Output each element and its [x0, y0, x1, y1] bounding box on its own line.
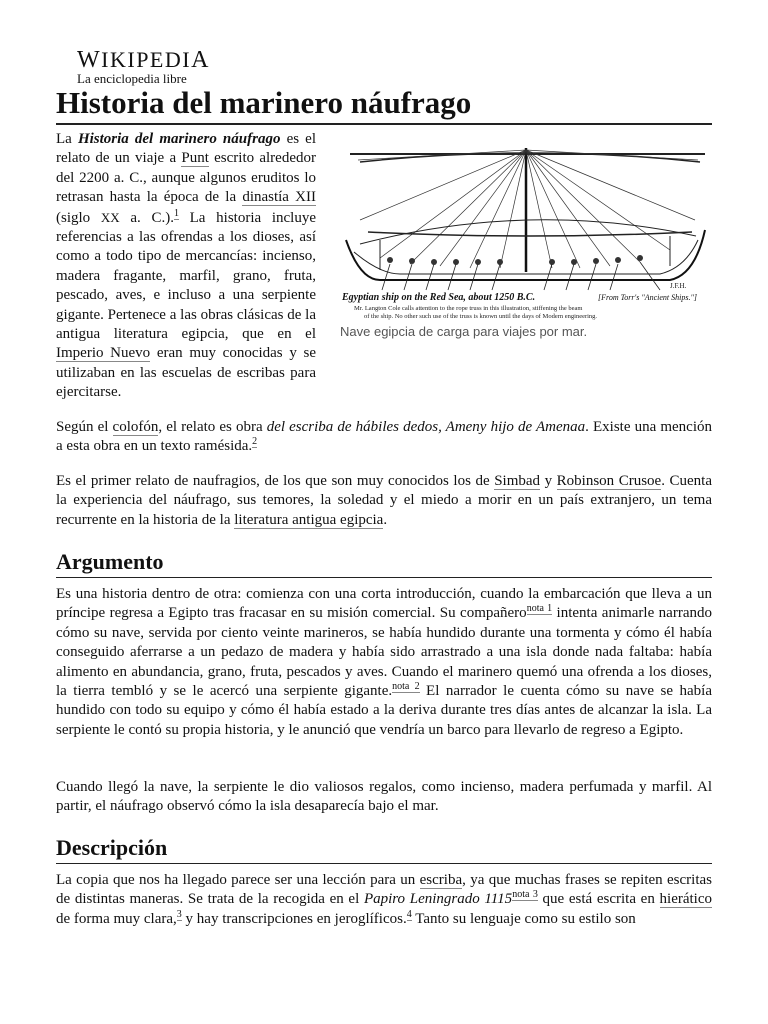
- paragraph-descripcion-1: La copia que nos ha llegado parece ser una lección para un escriba, ya que muchas frases se repiten escritas de distintas maneras. Se trata de la recogida en el Papiro Leningrado $1115^{nota 3}$ que está escrita en hierático de forma muy clara,$^3$ y hay transcripciones en jeroglíficos.$^4$ Tanto su lenguaje como su estilo son: [56, 872, 713, 927]
- figure-ship: [340, 140, 712, 339]
- ref-3[interactable]: 3: [176, 908, 182, 920]
- ref-1[interactable]: 1: [173, 207, 179, 219]
- link-simbad[interactable]: Simbad: [494, 473, 541, 489]
- nota-2[interactable]: nota 2: [392, 681, 420, 693]
- link-imperio-nuevo[interactable]: Imperio Nuevo: [56, 345, 151, 362]
- egyptian-ship-engraving[interactable]: [340, 140, 712, 320]
- link-robinson-crusoe[interactable]: Robinson Crusoe: [556, 473, 662, 489]
- intro-paragraph: La Historia del marinero náufrago es el relato de un viaje a Punt escrito alrededor del 2200 a. C., aunque algunos eruditos lo retrasan hasta la época de la dinastía XII (siglo XX a. C.).$^1$ La historia incluye referencias a las ofrendas a los dioses, así como a todo tipo de mercancías: incienso, madera fragante, marfil, grano, fruta, pescado, aves, e incluso a una serpiente gigante. Pertenece a las obras clásicas de la antigua literatura egipcia, que en el Imperio Nuevo eran muy conocidas y se utilizaban en las escuelas de escribas para ejercitarse.: [56, 131, 317, 401]
- article-title-italic: Historia del marinero náufrago: [77, 131, 281, 147]
- link-escriba[interactable]: escriba: [419, 872, 463, 888]
- paragraph-naufragios: Es el primer relato de naufragios, de los que son muy conocidos los de Simbad y Robinson Crusoe. Cuenta la experiencia del náufrago, sus temores, la soledad y el miedo a morir en un país extranjero, un tema recurrente en la historia de la literatura antigua egipcia.: [56, 473, 712, 528]
- nota-1[interactable]: nota 1: [526, 603, 553, 615]
- paragraph-colofon: Según el colofón, el relato es obra del escriba de hábiles dedos, Ameny hijo de Amenaa. Existe una mención a esta obra en un texto ramésida.$^2$: [56, 419, 712, 455]
- century-numeral: XX: [100, 209, 120, 225]
- link-punt[interactable]: Punt: [181, 150, 209, 167]
- paragraph-argumento-1: Es una historia dentro de otra: comienza con una corta introducción, cuando la embarcación que lleva a un príncipe regresa a Egipto tras fracasar en su misión comercial. Su compañero$^{nota 1}$ intenta animarle narrando cómo su nave, servida por ciento veinte marineros, se había hundido durante una tormenta y cómo él había conseguido aferrarse a un pedazo de madera y había sido arrastrado a una isla donde nada faltaba: había alimento en abundancia, grano, fruta, pescados y aves. Cuando el marinero quemó una ofrenda a los dioses, la tierra tembló y se le acercó una serpiente gigante.$^{nota 2}$ El narrador le cuenta cómo su nave se había hundido con todo su equipo y cómo él había estado a la deriva durante tres días antes de alcanzar la isla. La serpiente le contó su propia historia, y le anunció que vendría un barco para llevarlo de regreso a Egipto.: [56, 586, 712, 738]
- wikipedia-logo[interactable]: [77, 48, 210, 86]
- paragraph-argumento-2: Cuando llegó la nave, la serpiente le dio valiosos regalos, como incienso, madera perfumada y marfil. Al partir, el náufrago observó cómo la isla desaparecía bajo el mar.: [56, 779, 712, 815]
- engraving-caption: Egyptian ship on the Red Sea, about 1250 B.C.: [342, 292, 536, 303]
- page-title: Historia del marinero náufrago: [56, 84, 712, 125]
- engraving-note-1: Mr. Langton Cole calls attention to the rope truss in this illustration, stiffening the beam: [354, 305, 583, 312]
- link-hieratico[interactable]: hierático: [659, 891, 713, 908]
- ref-2[interactable]: 2: [252, 436, 258, 448]
- ref-4[interactable]: 4: [406, 908, 412, 920]
- engraving-note-2: of the ship. No other such use of the truss is known until the days of Modern engineering.: [364, 313, 598, 320]
- figure-caption: Nave egipcia de carga para viajes por mar.: [340, 324, 588, 339]
- link-dinastia-xii[interactable]: dinastía XII: [242, 189, 316, 206]
- engraving-source: [From Torr's "Ancient Ships."]: [598, 293, 697, 302]
- engraving-signature: J.F.H.: [670, 282, 687, 290]
- wikipedia-wordmark: WIKIPEDIA: [77, 47, 210, 73]
- wikipedia-tagline: La enciclopedia libre: [77, 71, 187, 86]
- heading-descripcion: Descripción: [56, 834, 712, 864]
- link-literatura-antigua-egipcia[interactable]: literatura antigua egipcia: [234, 511, 384, 528]
- link-colofon[interactable]: colofón: [112, 419, 159, 435]
- nota-3[interactable]: nota 3: [512, 889, 538, 901]
- heading-argumento: Argumento: [56, 548, 712, 578]
